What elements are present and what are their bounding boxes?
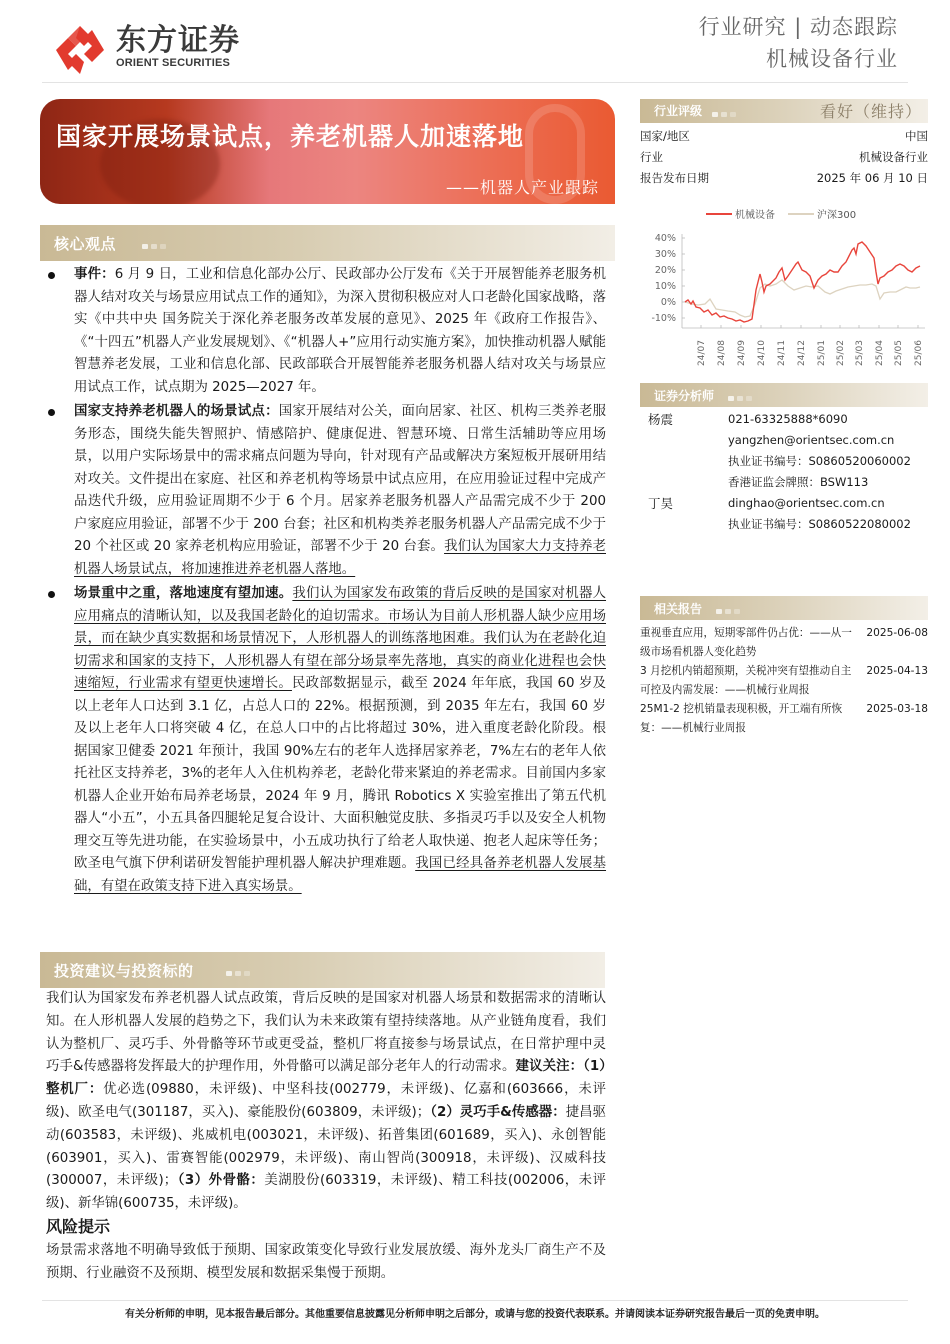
related-date: 2025-03-18 [866, 703, 928, 715]
bullet-emphasis: 市场认为目前人形机器人缺少应用场景，而在缺少真实数据和场景情况下，人形机器人的训练落地困难。 [74, 608, 607, 646]
info-value: 机械设备行业 [859, 150, 928, 164]
bullet-lead: 事件： [74, 267, 115, 282]
analyst-label: 证券分析师 [654, 389, 715, 403]
report-title: 国家开展场景试点，养老机器人加速落地 [56, 122, 525, 151]
x-tick: 24/12 [797, 340, 807, 366]
legend-series-1: 机械设备 [735, 210, 775, 221]
header-divider [42, 82, 908, 83]
x-tick: 24/11 [777, 340, 787, 366]
section-title: 核心观点 [54, 235, 117, 253]
analyst-row [648, 451, 928, 472]
list-item [46, 264, 606, 399]
core-view-list [46, 264, 606, 900]
related-date: 2025-06-08 [866, 627, 928, 639]
y-tick: 30% [654, 249, 676, 260]
report-info [640, 126, 928, 189]
y-tick: 20% [654, 265, 676, 276]
related-date: 2025-04-13 [866, 665, 928, 677]
group-label: （3）外骨骼： [177, 1173, 265, 1189]
analyst-hk-license: 香港证监会牌照：BSW113 [728, 475, 869, 489]
info-row [640, 126, 928, 147]
info-row [640, 147, 928, 168]
investment-intro: 我们认为国家发布养老机器人试点政策，背后反映的是国家对机器人场景和数据需求的清晰认知。在人形机器人发展的趋势之下，我们认为未来政策有望持续落地。从产业链角度看，我们认为整机厂、灵巧手、外骨骼等环节或更受益，整机厂将直接参与场景试点，在日常护理中灵巧手&传感器将发挥最大的护理作用，外骨骼可以满足部分老年人的行动需求。 [46, 991, 606, 1075]
report-category [699, 12, 898, 76]
y-tick: 40% [654, 233, 676, 244]
analyst-email[interactable]: dinghao@orientsec.com.cn [728, 496, 885, 510]
company-logo [54, 24, 254, 74]
info-value: 2025 年 06 月 10 日 [816, 171, 928, 185]
analyst-header [640, 383, 928, 407]
x-tick: 25/06 [914, 340, 924, 366]
x-tick: 24/08 [717, 340, 727, 366]
logo-english-name: ORIENT SECURITIES [116, 57, 231, 69]
rating-value: 看好（维持） [819, 102, 922, 121]
rating-header [640, 99, 928, 123]
orient-logo-icon [54, 24, 106, 76]
bullet-text: 6 月 9 日，工业和信息化部办公厅、民政部办公厅发布《关于开展智能养老服务机器人结对攻关与场景应用试点工作的通知》，为深入贯彻积极应对人口老龄化国家战略，落实《中共中央 国务院关于深化养老服务改革发展的意见》、2025 年《政府工作报告》、《“十四五”机器人产业发展规划》、《“机器人+”应用行动实施方案》，加快推动机器人赋能智慧养老发展，工业和信息化部、民政部联合开展智能养老服务机器人结对攻关与场景应用试点工作，试点期为 2025—2027 年。 [74, 267, 607, 395]
legend-series-2: 沪深300 [817, 210, 857, 221]
title-banner [40, 99, 615, 204]
analyst-row [648, 514, 928, 535]
related-report[interactable] [640, 700, 928, 738]
analyst-license: 执业证书编号：S0860520060002 [728, 454, 911, 468]
x-tick: 25/01 [817, 340, 827, 366]
bullet-text: 国家开展结对公关，面向居家、社区、机构三类养老服务形态，围绕失能失智照护、情感陪护、健康促进、智慧环境、日常生活辅助等应用场景，以用户实际场景中的需求痛点问题为导向，针对现有产品或解决方案短板开展研用结对攻关。文件提出在家庭、社区和养老机构等场景中试点应用，在应用验证过程中完成产品迭代升级，应用验证周期不少于 6 个月。居家养老服务机器人产品需完成不少于 200 户家庭应用验证，部署不少于 200 台套；社区和机构类养老服务机器人产品需完成不少于 20 个社区或 20 家养老机构应用验证，部署不少于 20 台套。 [74, 404, 607, 554]
x-tick: 24/10 [757, 340, 767, 366]
analyst-row [648, 493, 928, 514]
analyst-row [648, 472, 928, 493]
list-item [46, 583, 606, 898]
y-tick: -10% [651, 313, 676, 324]
related-title[interactable]: 重视垂直应用，短期零部件仍占优：——从一级市场看机器人变化趋势 [640, 627, 852, 658]
performance-chart [640, 200, 930, 370]
dots-decoration-icon [728, 396, 752, 401]
dots-decoration-icon [226, 971, 250, 976]
line-chart [640, 200, 930, 370]
logo-chinese-name: 东方证券 [116, 23, 240, 58]
list-item [46, 401, 606, 581]
bullet-text: 民政部数据显示，截至 2024 年年底，我国 60 岁及以上老年人口达到 3.1 亿，占总人口的 22%。根据预测，到 2035 年左右，我国 60 岁及以上老年人口将突破 4 亿，在总人口中的占比将超过 30%，进入重度老龄化阶段。根据国家卫健委 2021 年预计，我国 90%左右的老年人选择居家养老，7%左右的老年人依托社区支持养老，3%的老年人入住机构养老，老龄化带来紧迫的养老需求。目前国内多家机器人企业开始布局养老场景，2024 年 9 月，腾讯 Robotics X 实验室推出了第五代机器人“小五”，小五具备四腿轮足复合设计、大面积触觉皮肤、多指灵巧手以及安全人机物理交互等先进功能，在实验场景中，小五成功执行了给老人取快递、抱老人起床等任务；欧圣电气旗下伊利诺研发智能护理机器人解决护理难题。 [74, 676, 606, 871]
info-row [640, 168, 928, 189]
related-report[interactable] [640, 662, 928, 700]
x-tick: 25/05 [894, 340, 904, 366]
related-reports-header [640, 596, 928, 620]
group-stocks: 美湖股份(603319，未评级)、精工科技(002006，未评级)、新华锦(600735，未评级)。 [46, 1173, 606, 1212]
analyst-list [648, 409, 928, 535]
section-header-core-view [40, 225, 615, 261]
footer-divider [42, 1300, 908, 1301]
related-title[interactable]: 25M1-2 挖机销量表现积极，开工端有所恢复：——机械行业周报 [640, 703, 843, 734]
analyst-row [648, 430, 928, 451]
risk-title: 风险提示 [46, 1217, 111, 1236]
hs300-line [685, 280, 920, 317]
group-label: （1）整机厂： [46, 1059, 606, 1098]
bullet-emphasis: 我们认为国家发布政策的背后反映的是国家对机器人应用痛点的清晰认知，以及我国老龄化的迫切需求。 [74, 586, 607, 624]
analyst-email[interactable]: yangzhen@orientsec.com.cn [728, 433, 895, 447]
info-value: 中国 [905, 129, 928, 143]
related-reports-list [640, 624, 928, 738]
report-subtitle: ——机器人产业跟踪 [445, 178, 599, 197]
bullet-emphasis: 我们认为在老龄化迫切需求和国家的支持下，人形机器人有望在部分场景率先落地，真实的商业化进程也会快速缩短，行业需求有望更快速增长。 [74, 631, 607, 691]
related-title[interactable]: 3 月挖机内销超预期，关税冲突有望推动自主可控及内需发展：——机械行业周报 [640, 665, 852, 696]
report-type: 行业研究 | 动态跟踪 [698, 15, 898, 39]
section-title: 投资建议与投资标的 [54, 962, 194, 980]
industry-name: 机械设备行业 [766, 47, 898, 71]
bullet-lead: 国家支持养老机器人的场景试点： [74, 404, 279, 419]
dots-decoration-icon [716, 609, 740, 614]
info-key: 报告发布日期 [640, 171, 709, 185]
analyst-license: 执业证书编号：S0860522080002 [728, 517, 911, 531]
dots-decoration-icon [712, 112, 736, 117]
related-label: 相关报告 [654, 602, 703, 616]
y-tick: 10% [654, 281, 676, 292]
analyst-name: 丁昊 [648, 496, 674, 511]
x-tick: 25/02 [836, 340, 846, 366]
bullet-emphasis: 我国已经具备养老机器人发展基础，有望在政策支持下进入真实场景。 [74, 856, 607, 894]
info-key: 国家/地区 [640, 129, 690, 143]
risk-text: 场景需求落地不明确导致低于预期、国家政策变化导致行业发展放缓、海外龙头厂商生产不及预期、行业融资不及预期、模型发展和数据采集慢于预期。 [46, 1243, 606, 1281]
y-tick: 0% [660, 297, 676, 308]
group-stocks: 捷昌驱动(603583，未评级)、兆威机电(003021，未评级)、拓普集团(601689，买入)、永创智能(603901，买入)、雷赛智能(002979，未评级)、南山智尚(300918，未评级)、汉威科技(300007，未评级)； [46, 1104, 607, 1189]
footer-disclaimer: 有关分析师的申明，见本报告最后部分。其他重要信息披露见分析师申明之后部分，或请与您的投资代表联系。并请阅读本证券研究报告最后一页的免责申明。 [125, 1309, 825, 1320]
related-report[interactable] [640, 624, 928, 662]
section-header-investment [40, 952, 605, 988]
focus-label: 建议关注： [515, 1059, 584, 1075]
x-tick: 24/09 [737, 340, 747, 366]
x-tick: 25/03 [855, 340, 865, 366]
rating-label: 行业评级 [654, 104, 703, 118]
bullet-lead: 场景重中之重，落地速度有望加速。 [74, 586, 293, 601]
group-stocks: 优必选(09880，未评级)、中坚科技(002779，未评级)、亿嘉和(603666，未评级)、欧圣电气(301187，买入)、豪能股份(603809，未评级)； [46, 1082, 607, 1120]
x-tick: 24/07 [697, 340, 707, 366]
dots-decoration-icon [142, 244, 166, 249]
analyst-phone: 021-63325888*6090 [728, 412, 848, 426]
group-label: （2）灵巧手&传感器： [430, 1104, 566, 1120]
analyst-row [648, 409, 928, 430]
analyst-name: 杨震 [648, 412, 674, 427]
x-tick: 25/04 [875, 340, 885, 366]
investment-paragraph [46, 988, 606, 1216]
bullet-emphasis: 我们认为国家大力支持养老机器人场景试点，将加速推进养老机器人落地。 [74, 539, 606, 577]
info-key: 行业 [640, 150, 663, 164]
